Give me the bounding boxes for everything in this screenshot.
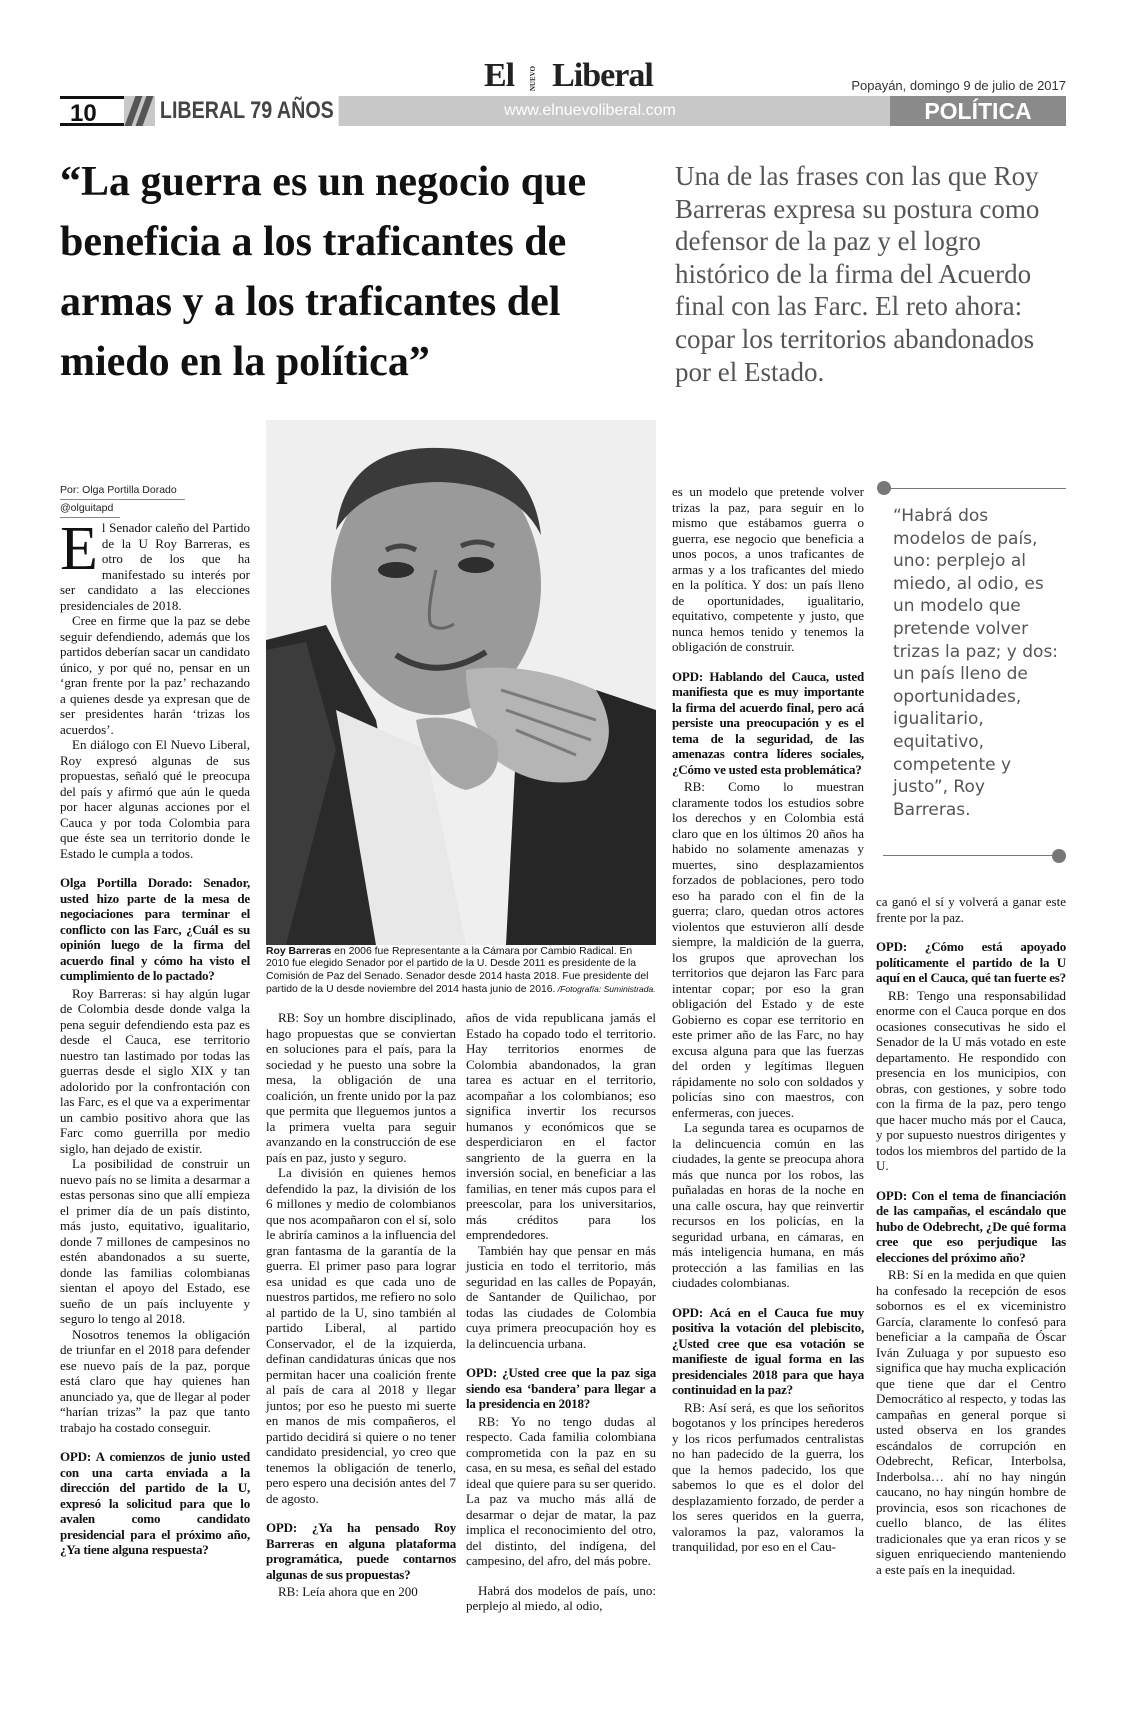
article-column-3: [466, 1010, 656, 1614]
paragraph: La segunda tarea es ocuparnos de la delincuencia común en las ciudades, la gente se preocupa ahora más que nunca por los robos, las puñaladas en horas de la noche en una calle oscura, hay que reinvertir recursos en los policías, en la seguridad urbana, en cámaras, en más inteligencia humana, en más protección a las familias en las ciudades colombianas.: [672, 1120, 864, 1290]
bullet-dot: [877, 481, 891, 495]
paragraph: También hay que pensar en más justicia en todo el territorio, más seguridad en las calles de Popayán, de Santander de Quilichao, por todas las ciudades de Colombia cuya primera preocupación hoy es la delincuencia urbana.: [466, 1242, 656, 1351]
author-name: Por: Olga Portilla Dorado: [60, 482, 185, 500]
article-column-1: [60, 515, 250, 1560]
paragraph: Roy Barreras: si hay algún lugar de Colombia desde donde valga la pena seguir defendiendo esta paz es desde el Cauca, ese territorio nuestro tan lastimado por todas las guerras desde el siglo XIX y tan adolorido por la confrontación con las Farc, es el que va a experimentar un cambio positivo ahora que las Farc como guerrilla por medio siglo, han dejado de existir.: [60, 985, 250, 1156]
interview-question: OPD: Con el tema de financiación de las campañas, el escándalo que hubo de Odebrecht, ¿De qué forma cree que eso perjudique las elecciones del próximo año?: [876, 1187, 1066, 1265]
paragraph: RB: Yo no tengo dudas al respecto. Cada familia colombiana comprometida con la paz en su casa, en su mesa, es señal del estado ideal que quiere para su ser querido. La paz va mucho más allá de desarmar o dejar de matar, la paz implica el reconocimiento del otro, del distinto, del indígena, del campesino, del afro, del más pobre.: [466, 1413, 656, 1568]
paragraph: es un modelo que pretende volver trizas la paz, para seguir en lo mismo que estábamos guerra o guerra, ese negocio que beneficia a unos pocos, a unos traficantes de armas y a los traficantes del miedo en la política. Y dos: un país lleno de oportunidades, igualitario, equitativo, competente y justo, que nunca hemos tenido y tenemos la obligación de construir.: [672, 484, 864, 654]
interview-question: OPD: ¿Usted cree que la paz siga siendo esa ‘bandera’ para llegar a la presidencia en 2018?: [466, 1365, 656, 1411]
paragraph: RB: Sí en la medida en que quien ha confesado la recepción de esos sobornos es el ex viceministro García, claramente lo confesó para beneficiar a la campaña de Óscar Iván Zuluaga y por supuesto eso significa que hay mucha explicación que tiene que dar el Centro Democrático al respecto, y todas las campañas en general porque si usted observa en los grandes escándalos de corrupción en Odebrecht, Reficar, Interbolsa, Inderbolsa… ahí no hay ningún caucano, no hay ningún hombre de provincia, esos son ricachones de cuello blanco, de las élites tradicionales que ya eran ricos y se siguen enriqueciendo manteniendo a este país en la inequidad.: [876, 1267, 1066, 1577]
interview-question: Olga Portilla Dorado: Senador, usted hizo parte de la mesa de negociaciones para terminar el conflicto con las Farc, ¿Cuál es su opinión luego de la firma del acuerdo final y cómo ha visto el cumplimiento de lo pactado?: [60, 875, 250, 983]
page-number: 10: [60, 96, 124, 126]
paragraph: El Senador caleño del Partido de la U Roy Barreras, es otro de los que ha manifestado su interés por ser candidato a las elecciones presidenciales de 2018.: [60, 515, 250, 613]
paragraph: RB: Como lo muestran claramente todos los estudios sobre los derechos y en Colombia está claro que en los últimos 20 años ha habido no solamente amenazas y muertes, sino desplazamientos forzados de poblaciones, pero todo eso ha parado con el fin de la guerra; claro, quedan otros actores violentos que estuvieron allí desde siempre, la maldición de la guerra, los grupos que aprovechan los territorios que dejaron las Farc para intentar copar; por eso la gran obligación del Estado y de este Gobierno es copar ese territorio en este primer año de las Farc, no hay excusa alguna para que las fuerzas del orden y legítimas lleguen rápidamente no solo con soldados y policías sino con maestros, con enfermeras, con jueces.: [672, 779, 864, 1120]
interview-question: OPD: Hablando del Cauca, usted manifiesta que es muy importante la firma del acuerdo final, pero acá persiste una preocupación y es el tema de la seguridad, de las amenazas contra líderes sociales, ¿Cómo ve usted esta problemática?: [672, 668, 864, 777]
portrait-photo: [266, 420, 656, 945]
paragraph: La división en quienes hemos defendido la paz, la división de los 6 millones y medio de colombianos que nos acompañaron con el sí, solo le abriría caminos a la influencia del gran fantasma de la garantía de la guerra. El primer paso para lograr esa unidad es que cada uno de nuestros partidos, me refiero no solo al partido de la U, sino también al partido Liberal, al partido Conservador, el de la izquierda, definan candidaturas únicas que nos permitan hacer una coalición frente al país de cara al 2018 y llegar juntos; por eso he puesto mi suerte en manos de mis compañeros, el partido decidirá si quiere o no tener candidato presidencial, yo creo que tenemos la obligación de tenerlo, pero espero una decisión antes del 7 de agosto.: [266, 1165, 456, 1506]
paragraph: Nosotros tenemos la obligación de triunfar en el 2018 para defender ese nuevo país de la paz, porque está claro que hay quienes han anunciado ya, que de llegar al poder “harían trizas” la paz que tanto trabajo ha costado conseguir.: [60, 1326, 250, 1435]
bullet-dot: [1052, 849, 1066, 863]
deck: Una de las frases con las que Roy Barreras expresa su postura como defensor de la paz y el logro histórico de la firma del Acuerdo final con las Farc. El reto ahora: copar los territorios abandonados por el Estado.: [675, 161, 1040, 387]
author-handle: @olguitapd: [60, 500, 120, 518]
paragraph: RB: Así será, es que los señoritos bogotanos y los príncipes herederos y los ricos perfumados centralistas no han padecido de la guerra, los que la hemos padecido, los que sabemos lo que es el dolor del desplazamiento forzado, de perder a los seres queridos en la guerra, valoramos la paz, valoramos la tranquilidad, por eso en el Cau-: [672, 1399, 864, 1554]
paragraph: RB: Leía ahora que en 200: [278, 1584, 418, 1599]
site-url: www.elnuevoliberal.com: [504, 102, 676, 119]
issue-date: Popayán, domingo 9 de julio de 2017: [851, 78, 1066, 93]
interview-question: OPD: Acá en el Cauca fue muy positiva la votación del plebiscito, ¿Usted cree que esa votación se manifieste de igual forma en las presidenciales 2018 para que haya continuidad en la paz?: [672, 1304, 864, 1397]
article-column-2: [266, 1010, 456, 1600]
paragraph: En diálogo con El Nuevo Liberal, Roy expresó algunas de sus propuestas, señaló qué le preocupa del país y afirmó que aún le queda por hacer algunas acciones por el Cauca y por toda Colombia para que éste sea un territorio donde le Estado le cumpla a todos.: [60, 737, 250, 861]
article-column-5: [876, 894, 1066, 1577]
paragraph: años de vida republicana jamás el Estado ha copado todo el territorio. Hay territorios enormes de Colombia abandonados, la gran tarea es actuar en el territorio, acompañar a los colombianos; eso significa invertir los recursos humanos y económicos que se desperdiciaron en el factor sangriento de la guerra en la inversión social, en beneficiar a las familias, en tener más cupos para el preescolar, para los universitarios, más créditos para los emprendedores.: [466, 1010, 656, 1242]
section-label: POLÍTICA: [890, 96, 1066, 126]
paragraph: Habrá dos modelos de país, uno: perplejo al miedo, al odio,: [466, 1582, 656, 1613]
byline: [60, 482, 250, 518]
pull-quote: “Habrá dos modelos de país, uno: perplejo al miedo, al odio, es un modelo que pretende volver trizas la paz; y dos: un país lleno de oportunidades, igualitario, equitativo, competente y justo”, Roy Barreras.: [893, 506, 1059, 820]
paragraph: RB: Tengo una responsabilidad enorme con el Cauca porque en dos ocasiones consecutivas he sido el Senador de la U más votado en este departamento. He respondido con presencia en los municipios, con obras, con gestiones, y sobre todo con la firma de la paz, pero tengo que hacer mucho más por el Cauca, y por supuesto nuestros dirigentes y todos los miembros del partido de la U.: [876, 987, 1066, 1173]
headline: “La guerra es un negocio que beneficia a los traficantes de armas y a los traficantes del miedo en la política”: [60, 159, 587, 385]
interview-question: OPD: ¿Cómo está apoyado políticamente el partido de la U aquí en el Cauca, qué tan fuerte es?: [876, 939, 1066, 985]
anniversary-label: LIBERAL 79 AÑOS: [155, 96, 339, 126]
newspaper-logo: El NUEVO Liberal: [484, 57, 653, 94]
paragraph: Cree en firme que la paz se debe seguir defendiendo, además que los partidos deberían sacar un candidato único, y por qué no, pensar en un ‘gran frente por la paz’ rechazando a quienes desde ya expresan que de ser presidentes harán ‘trizas los acuerdos’.: [60, 613, 250, 737]
photo-caption: Roy Barreras en 2006 fue Representante a la Cámara por Cambio Radical. En 2010 fue elegido Senador por el partido de la U. Desde 2011 es presidente de la Comisión de Paz del Senado. Senador desde 2014 hasta 2018. Fue presidente del partido de la U desde noviembre del 2014 hasta junio de 2016. /Fotografía: Suministrada.: [266, 946, 656, 996]
paragraph: ca ganó el sí y volverá a ganar este frente por la paz.: [876, 894, 1066, 925]
interview-question: OPD: ¿Ya ha pensado Roy Barreras en alguna plataforma programática, puede contarnos algunas de sus propuestas?: [266, 1520, 456, 1582]
article-column-4: [672, 484, 864, 1555]
paragraph: RB: Soy un hombre disciplinado, hago propuestas que se conviertan en soluciones para el país, para la sociedad y he puesto una sobre la mesa, la obligación de una coalición, un frente unido por la paz que permita que lleguemos juntos a la primera vuelta para seguir avanzando en la construcción de ese país en paz, justo y seguro.: [266, 1010, 456, 1165]
drop-cap: E: [60, 515, 98, 583]
interview-question: OPD: A comienzos de junio usted con una carta enviada a la dirección del partido de la U, expresó la solicitud para que lo avalen como candidato presidencial para el próximo año, ¿Ya tiene alguna respuesta?: [60, 1449, 250, 1557]
paragraph: La posibilidad de construir un nuevo país no se limita a desarmar a estas personas sino que allí empieza el primer día de un país distinto, más justo, equitativo, igualitario, donde 7 millones de campesinos no estén abandonados a su suerte, donde las familias colombianas sientan el apoyo del Estado, ese sueño de un país incluyente y seguro lo tengo al 2018.: [60, 1156, 250, 1326]
